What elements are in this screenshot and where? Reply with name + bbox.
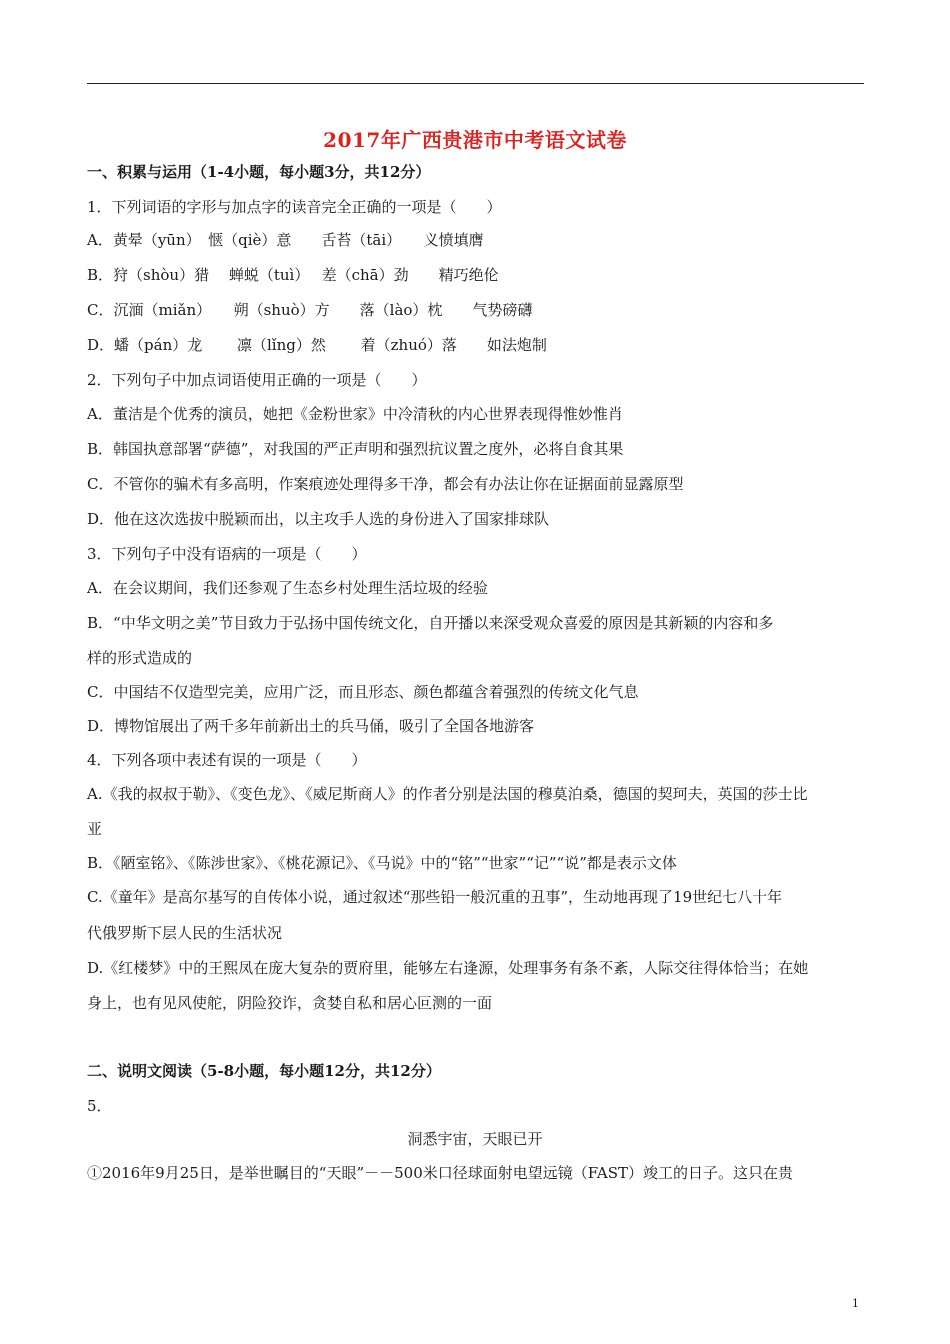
header-rule	[87, 83, 864, 84]
question-2-option-d: D．他在这次选拔中脱颖而出，以主攻手人选的身份进入了国家排球队	[87, 510, 550, 528]
question-4-option-d-cont: 身上，也有见风使舵，阴险狡诈，贪婪自私和居心叵测的一面	[87, 994, 493, 1012]
question-1-option-a: A．黄晕（yūn） 惬（qiè）意 舌苔（tāi） 义愤填膺	[87, 231, 484, 249]
section-2-heading: 二、说明文阅读（5-8小题，每小题12分，共12分）	[87, 1062, 441, 1080]
question-2-option-c: C．不管你的骗术有多高明，作案痕迹处理得多干净，都会有办法让你在证据面前显露原型	[87, 475, 684, 493]
question-2-stem: 2．下列句子中加点词语使用正确的一项是（ ）	[87, 371, 427, 389]
article-title: 洞悉宇宙，天眼已开	[407, 1130, 543, 1148]
question-4-option-b: B．《陋室铭》、《陈涉世家》、《桃花源记》、《马说》中的“铭”“世家”“记”“说”都是表示文体	[87, 854, 677, 872]
question-4-option-d: D.《红楼梦》中的王熙凤在庞大复杂的贾府里，能够左右逢源，处理事务有条不紊，人际交往得体恰当；在她	[87, 959, 809, 977]
question-1-option-d: D．蟠（pán）龙 凛（lǐng）然 着（zhuó）落 如法炮制	[87, 336, 547, 354]
question-1-option-c: C．沉湎（miǎn） 朔（shuò）方 落（lào）枕 气势磅礴	[87, 301, 533, 319]
question-3-stem: 3．下列句子中没有语病的一项是（ ）	[87, 545, 367, 563]
question-4-option-c-cont: 代俄罗斯下层人民的生活状况	[87, 924, 283, 942]
question-2-option-a: A．董洁是个优秀的演员，她把《金粉世家》中冷清秋的内心世界表现得惟妙惟肖	[87, 405, 623, 423]
question-1-stem: 1．下列词语的字形与加点字的读音完全正确的一项是（ ）	[87, 198, 502, 216]
question-4-option-a: A.《我的叔叔于勒》、《变色龙》、《威尼斯商人》的作者分别是法国的穆莫泊桑，德国的契珂夫，英国的莎士比	[87, 785, 808, 803]
question-5-label: 5．	[87, 1097, 112, 1115]
question-4-option-a-cont: 亚	[87, 820, 103, 838]
page-number: 1	[852, 1297, 859, 1310]
question-3-option-a: A．在会议期间，我们还参观了生态乡村处理生活垃圾的经验	[87, 579, 488, 597]
question-4-option-c: C.《童年》是高尔基写的自传体小说，通过叙述“那些铅一般沉重的丑事”，生动地再现了19世纪七八十年	[87, 888, 783, 906]
section-1-heading: 一、积累与运用（1-4小题，每小题3分，共12分）	[87, 163, 431, 181]
page-title: 2017年广西贵港市中考语文试卷	[323, 128, 627, 152]
question-3-option-c: C．中国结不仅造型完美，应用广泛，而且形态、颜色都蕴含着强烈的传统文化气息	[87, 683, 639, 701]
article-paragraph-1: ①2016年9月25日，是举世瞩目的“天眼”－－500米口径球面射电望远镜（FAST）竣工的日子。这只在贵	[87, 1164, 793, 1182]
question-2-option-b: B．韩国执意部署“萨德”，对我国的严正声明和强烈抗议置之度外，必将自食其果	[87, 440, 624, 458]
question-3-option-b-cont: 样的形式造成的	[87, 649, 193, 667]
question-3-option-b: B．“中华文明之美”节目致力于弘扬中国传统文化，自开播以来深受观众喜爱的原因是其新颖的内容和多	[87, 614, 774, 632]
question-4-stem: 4．下列各项中表述有误的一项是（ ）	[87, 751, 367, 769]
question-1-option-b: B．狩（shòu）猎 蝉蜕（tuì） 差（chā）劲 精巧绝伦	[87, 266, 499, 284]
question-3-option-d: D．博物馆展出了两千多年前新出土的兵马俑，吸引了全国各地游客	[87, 717, 535, 735]
